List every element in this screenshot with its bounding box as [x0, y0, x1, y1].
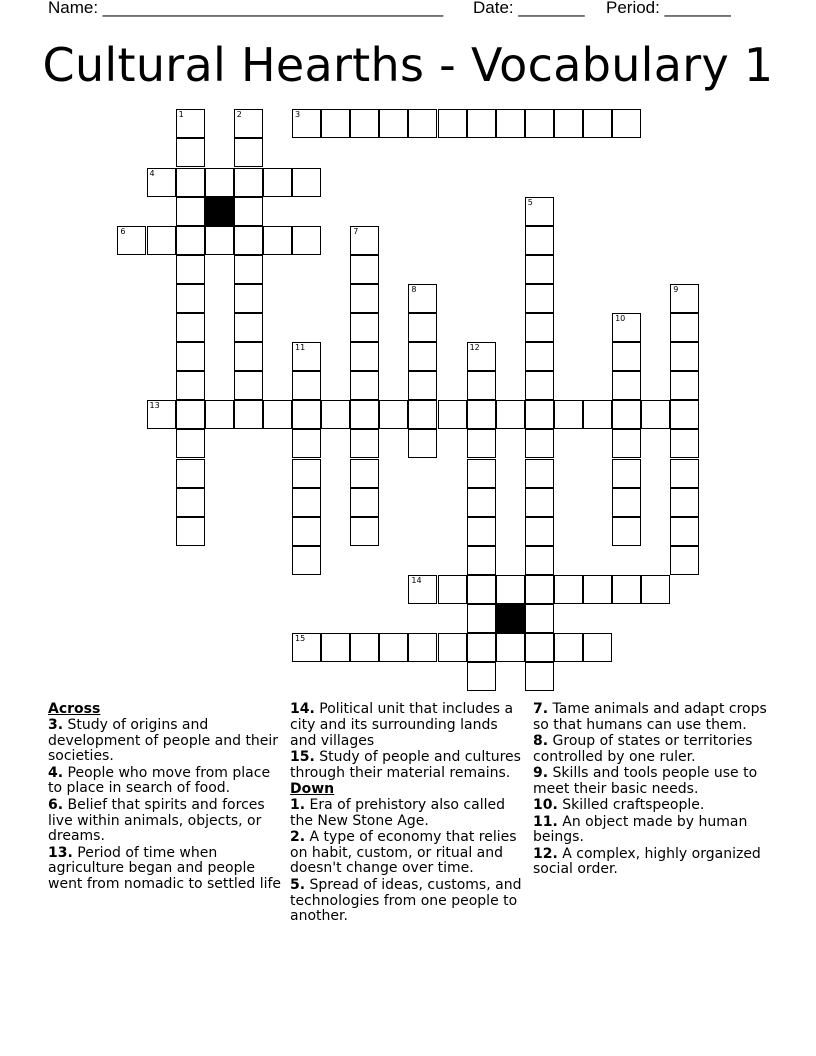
crossword-cell[interactable]: [467, 109, 496, 138]
crossword-cell[interactable]: [350, 400, 379, 429]
crossword-cell[interactable]: [234, 342, 263, 371]
crossword-cell[interactable]: [612, 429, 641, 458]
crossword-cell[interactable]: [496, 575, 525, 604]
crossword-cell[interactable]: [612, 517, 641, 546]
clue-down-11: 11. An object made by human beings.: [533, 813, 748, 846]
clue-number: 11: [295, 343, 306, 353]
crossword-cell[interactable]: [176, 255, 205, 284]
crossword-cell[interactable]: [234, 371, 263, 400]
crossword-cell[interactable]: [583, 109, 612, 138]
crossword-cell[interactable]: [292, 226, 321, 255]
crossword-cell[interactable]: [292, 168, 321, 197]
crossword-cell[interactable]: [670, 371, 699, 400]
clue-across-3: 3. Study of origins and development of people and their societies.: [48, 716, 279, 765]
crossword-cell[interactable]: [147, 400, 176, 429]
crossword-cell[interactable]: [292, 109, 321, 138]
crossword-cell[interactable]: [525, 226, 554, 255]
crossword-cell[interactable]: [496, 633, 525, 662]
crossword-cell[interactable]: [147, 168, 176, 197]
crossword-cell[interactable]: [467, 459, 496, 488]
name-field[interactable]: Name: ____________________________________: [48, 0, 444, 17]
clue-number: 1: [178, 110, 184, 120]
crossword-cell[interactable]: [438, 633, 467, 662]
crossword-cell[interactable]: [205, 400, 234, 429]
crossword-cell[interactable]: [379, 633, 408, 662]
crossword-cell[interactable]: [292, 371, 321, 400]
clue-number: 7: [353, 226, 359, 236]
clues-column-1: [48, 702, 283, 894]
crossword-cell[interactable]: [379, 400, 408, 429]
crossword-cell[interactable]: [670, 517, 699, 546]
crossword-cell[interactable]: [525, 575, 554, 604]
crossword-cell[interactable]: [525, 604, 554, 633]
down-heading: Down: [290, 780, 335, 797]
crossword-cell[interactable]: [612, 400, 641, 429]
crossword-cell[interactable]: [467, 633, 496, 662]
crossword-cell[interactable]: [350, 459, 379, 488]
crossword-cell[interactable]: [438, 575, 467, 604]
crossword-cell[interactable]: [554, 575, 583, 604]
crossword-cell[interactable]: [263, 400, 292, 429]
crossword-cell[interactable]: [670, 488, 699, 517]
crossword-cell[interactable]: [408, 400, 437, 429]
crossword-cell[interactable]: [292, 429, 321, 458]
clue-down-1: 1. Era of prehistory also called the New Stone Age.: [290, 796, 505, 829]
crossword-cell[interactable]: [612, 109, 641, 138]
crossword-cell[interactable]: [234, 197, 263, 226]
crossword-cell[interactable]: [350, 488, 379, 517]
clue-number: 12: [469, 343, 480, 353]
clues-column-2: [290, 702, 526, 926]
page-title: Cultural Hearths - Vocabulary 1: [42, 38, 774, 92]
crossword-cell[interactable]: [612, 488, 641, 517]
crossword-cell[interactable]: [583, 575, 612, 604]
crossword-cell[interactable]: [408, 575, 437, 604]
crossword-cell[interactable]: [147, 226, 176, 255]
clue-number: 9: [673, 284, 679, 294]
crossword-cell[interactable]: [117, 226, 146, 255]
clue-number: 10: [615, 314, 626, 323]
clue-down-12: 12. A complex, highly organized social order.: [533, 845, 761, 878]
clue-down-2: 2. A type of economy that relies on habit, custom, or ritual and doesn't change over time.: [290, 828, 517, 877]
crossword-cell[interactable]: [612, 342, 641, 371]
crossword-cell[interactable]: [292, 488, 321, 517]
crossword-cell[interactable]: [292, 546, 321, 575]
crossword-cell[interactable]: [467, 429, 496, 458]
period-field[interactable]: Period: _______: [606, 0, 731, 17]
crossword-cell[interactable]: [670, 313, 699, 342]
crossword-cell[interactable]: [467, 371, 496, 400]
crossword-cell[interactable]: [292, 633, 321, 662]
crossword-cell[interactable]: [583, 633, 612, 662]
clue-down-10: 10. Skilled craftspeople.: [533, 797, 705, 814]
crossword-cell[interactable]: [670, 459, 699, 488]
crossword-cell[interactable]: [525, 197, 554, 226]
crossword-cell[interactable]: [525, 546, 554, 575]
crossword-cell[interactable]: [525, 371, 554, 400]
crossword-cell[interactable]: [496, 109, 525, 138]
crossword-cell[interactable]: [176, 313, 205, 342]
clue-number: 2: [236, 110, 242, 120]
crossword-cell[interactable]: [234, 255, 263, 284]
crossword-cell[interactable]: [467, 517, 496, 546]
crossword-cell[interactable]: [525, 109, 554, 138]
clue-number: 5: [527, 197, 533, 207]
crossword-cell[interactable]: [176, 284, 205, 313]
crossword-cell[interactable]: [467, 575, 496, 604]
crossword-cell[interactable]: [292, 342, 321, 371]
crossword-cell[interactable]: [234, 168, 263, 197]
crossword-cell[interactable]: [408, 284, 437, 313]
crossword-cell[interactable]: [525, 459, 554, 488]
crossword-cell[interactable]: [670, 546, 699, 575]
crossword-cell[interactable]: [234, 138, 263, 167]
crossword-cell[interactable]: [205, 168, 234, 197]
crossword-cell[interactable]: [438, 400, 467, 429]
crossword-cell[interactable]: [176, 109, 205, 138]
crossword-cell[interactable]: [583, 400, 612, 429]
crossword-cell[interactable]: [408, 313, 437, 342]
crossword-cell[interactable]: [292, 517, 321, 546]
crossword-cell[interactable]: [612, 575, 641, 604]
crossword-cell[interactable]: [292, 400, 321, 429]
clue-down-8: 8. Group of states or territories controlled by one ruler.: [533, 733, 753, 765]
crossword-cell[interactable]: [525, 313, 554, 342]
crossword-cell[interactable]: [525, 429, 554, 458]
crossword-cell[interactable]: [467, 546, 496, 575]
crossword-cell[interactable]: [263, 168, 292, 197]
crossword-cell[interactable]: [612, 313, 641, 342]
crossword-cell[interactable]: [641, 400, 670, 429]
crossword-cell[interactable]: [176, 371, 205, 400]
crossword-cell[interactable]: [467, 488, 496, 517]
crossword-cell[interactable]: [234, 400, 263, 429]
crossword-cell[interactable]: [234, 109, 263, 138]
crossword-cell[interactable]: [234, 226, 263, 255]
crossword-cell[interactable]: [350, 429, 379, 458]
crossword-cell[interactable]: [670, 342, 699, 371]
crossword-black-cell: [496, 604, 525, 633]
clue-number: 15: [295, 634, 306, 644]
crossword-cell[interactable]: [408, 109, 437, 138]
clue-down-5: 5. Spread of ideas, customs, and technologies from one people to another.: [290, 876, 522, 925]
crossword-cell[interactable]: [525, 400, 554, 429]
crossword-cell[interactable]: [612, 371, 641, 400]
crossword-cell[interactable]: [350, 371, 379, 400]
crossword-cell[interactable]: [176, 168, 205, 197]
crossword-cell[interactable]: [525, 488, 554, 517]
clue-across-13: 13. Period of time when agriculture began and people went from nomadic to settled life: [48, 844, 282, 893]
crossword-cell[interactable]: [292, 459, 321, 488]
crossword-cell[interactable]: [176, 517, 205, 546]
crossword-cell[interactable]: [670, 429, 699, 458]
clue-across-4: 4. People who move from place to place in search of food.: [48, 764, 271, 797]
crossword-cell[interactable]: [350, 313, 379, 342]
crossword-black-cell: [205, 197, 234, 226]
crossword-cell[interactable]: [467, 342, 496, 371]
crossword-cell[interactable]: [554, 400, 583, 429]
clue-down-7: 7. Tame animals and adapt crops so that humans can use them.: [533, 701, 767, 733]
crossword-cell[interactable]: [176, 488, 205, 517]
crossword-cell[interactable]: [525, 284, 554, 313]
crossword-cell[interactable]: [438, 109, 467, 138]
date-field[interactable]: Date: _______: [473, 0, 585, 17]
crossword-cell[interactable]: [263, 226, 292, 255]
crossword-cell[interactable]: [350, 226, 379, 255]
crossword-cell[interactable]: [670, 400, 699, 429]
crossword-cell[interactable]: [176, 400, 205, 429]
crossword-cell[interactable]: [670, 284, 699, 313]
crossword-cell[interactable]: [350, 342, 379, 371]
crossword-cell[interactable]: [467, 662, 496, 691]
crossword-cell[interactable]: [176, 226, 205, 255]
clue-across-14: 14. Political unit that includes a city and its surrounding lands and villages: [290, 701, 514, 749]
crossword-cell[interactable]: [176, 459, 205, 488]
clue-number: 14: [411, 575, 422, 585]
crossword-cell[interactable]: [350, 517, 379, 546]
crossword-cell[interactable]: [525, 255, 554, 284]
crossword-cell[interactable]: [176, 138, 205, 167]
crossword-cell[interactable]: [205, 226, 234, 255]
clues-column-3: [533, 702, 773, 879]
crossword-cell[interactable]: [525, 517, 554, 546]
clue-number: 6: [120, 226, 126, 236]
crossword-cell[interactable]: [176, 197, 205, 226]
clue-across-6: 6. Belief that spirits and forces live within animals, objects, or dreams.: [48, 796, 265, 845]
crossword-cell[interactable]: [321, 109, 350, 138]
crossword-cell[interactable]: [176, 342, 205, 371]
crossword-cell[interactable]: [350, 284, 379, 313]
across-heading: Across: [48, 701, 101, 717]
clue-number: 4: [149, 168, 155, 178]
crossword-cell[interactable]: [350, 255, 379, 284]
crossword-cell[interactable]: [496, 400, 525, 429]
crossword-cell[interactable]: [350, 109, 379, 138]
crossword-cell[interactable]: [321, 400, 350, 429]
crossword-cell[interactable]: [408, 342, 437, 371]
crossword-cell[interactable]: [467, 604, 496, 633]
crossword-cell[interactable]: [321, 633, 350, 662]
crossword-cell[interactable]: [467, 400, 496, 429]
crossword-cell[interactable]: [234, 313, 263, 342]
crossword-cell[interactable]: [408, 371, 437, 400]
crossword-cell[interactable]: [234, 284, 263, 313]
crossword-cell[interactable]: [525, 342, 554, 371]
clue-number: 8: [411, 284, 417, 294]
crossword-cell[interactable]: [350, 633, 379, 662]
clue-number: 13: [149, 401, 160, 411]
clue-across-15: 15. Study of people and cultures through their material remains.: [290, 748, 521, 781]
crossword-cell[interactable]: [408, 633, 437, 662]
crossword-cell[interactable]: [641, 575, 670, 604]
crossword-cell[interactable]: [525, 633, 554, 662]
crossword-cell[interactable]: [379, 109, 408, 138]
crossword-cell[interactable]: [176, 429, 205, 458]
crossword-cell[interactable]: [408, 429, 437, 458]
crossword-cell[interactable]: [525, 662, 554, 691]
crossword-cell[interactable]: [554, 109, 583, 138]
crossword-cell[interactable]: [554, 633, 583, 662]
crossword-cell[interactable]: [612, 459, 641, 488]
clue-down-9: 9. Skills and tools people use to meet their basic needs.: [533, 765, 758, 797]
clue-number: 3: [295, 110, 301, 120]
